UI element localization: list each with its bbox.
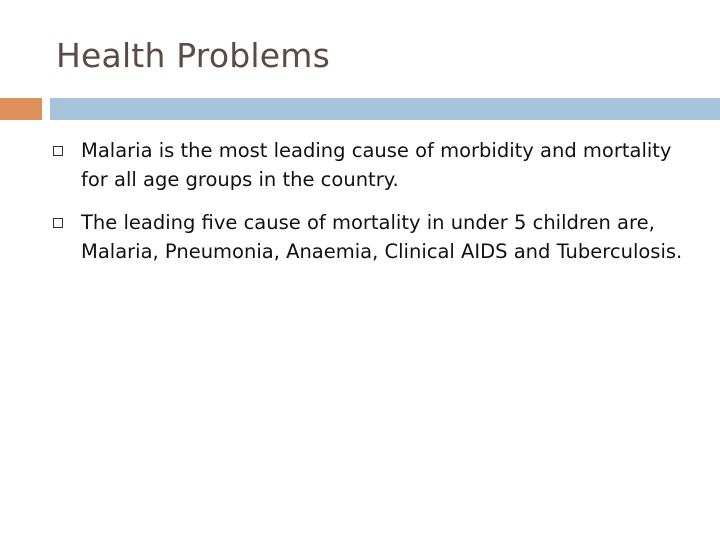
title-rule-bar — [50, 98, 720, 120]
empty-square-icon — [53, 218, 63, 228]
bullet-text: Malaria is the most leading cause of morbidity and mortality for all age groups in the country. — [81, 139, 672, 191]
bullet-item — [53, 136, 693, 194]
empty-square-icon — [53, 146, 63, 156]
bullet-text: The leading five cause of mortality in under 5 children are, Malaria, Pneumonia, Anaemia, Clinical AIDS and Tuberculosis. — [81, 211, 683, 263]
bullet-list — [53, 136, 693, 280]
slide-title: Health Problems — [56, 36, 330, 75]
title-rule-accent — [0, 98, 42, 120]
bullet-item — [53, 208, 693, 266]
